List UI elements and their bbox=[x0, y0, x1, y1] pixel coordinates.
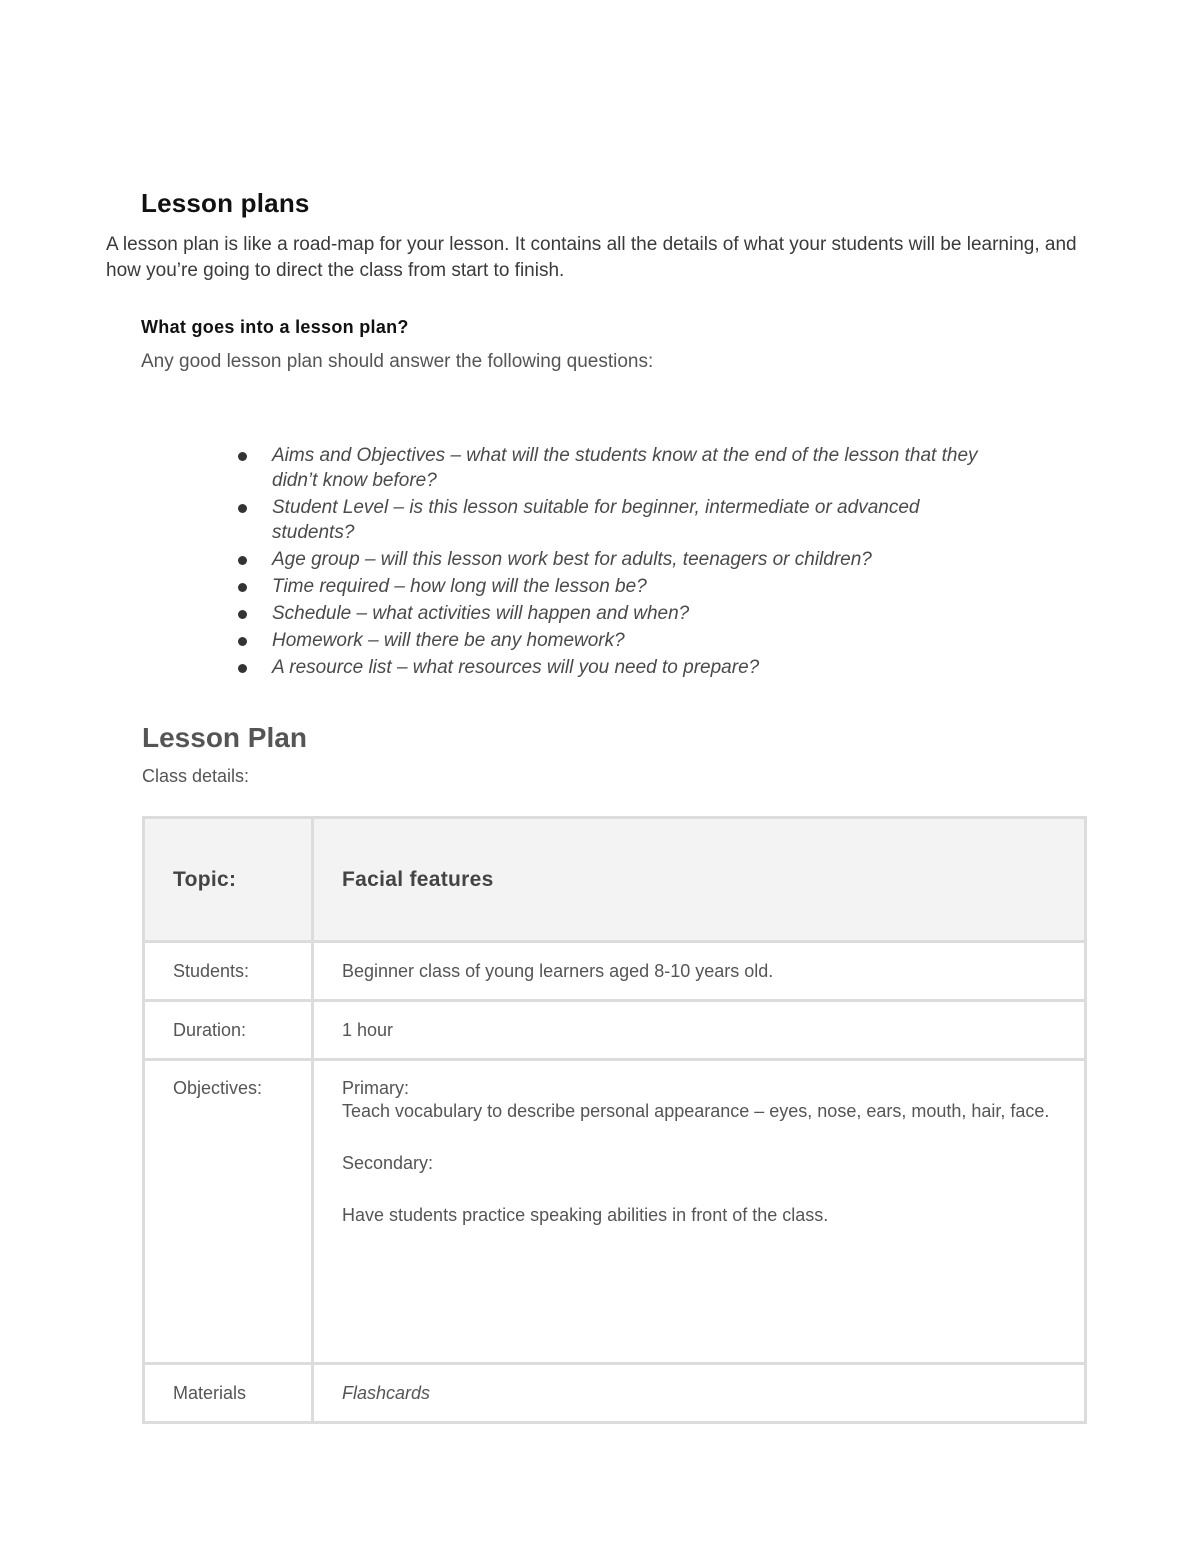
duration-label: Duration: bbox=[144, 1001, 313, 1060]
list-item-text: Age group – will this lesson work best for adults, teenagers or children? bbox=[272, 549, 872, 570]
list-item bbox=[236, 574, 996, 599]
table-row-objectives bbox=[144, 1060, 1086, 1364]
objectives-primary-label: Primary: bbox=[342, 1078, 409, 1098]
objectives-secondary-text: Have students practice speaking abilities in front of the class. bbox=[342, 1205, 829, 1225]
list-item-text: Homework – will there be any homework? bbox=[272, 630, 625, 651]
materials-label: Materials bbox=[144, 1364, 313, 1423]
bullet-icon bbox=[238, 556, 247, 565]
objectives-primary-text: Teach vocabulary to describe personal appearance – eyes, nose, ears, mouth, hair, face. bbox=[342, 1101, 1050, 1121]
list-item bbox=[236, 655, 996, 680]
bullet-icon bbox=[238, 504, 247, 513]
lesson-plan-table bbox=[142, 816, 1087, 1424]
list-item-text: Time required – how long will the lesson be? bbox=[272, 576, 647, 597]
list-item bbox=[236, 547, 996, 572]
bullet-icon bbox=[238, 664, 247, 673]
bullet-icon bbox=[238, 610, 247, 619]
students-value: Beginner class of young learners aged 8-10 years old. bbox=[313, 942, 1086, 1001]
objectives-cell bbox=[313, 1060, 1086, 1364]
table-row-duration bbox=[144, 1001, 1086, 1060]
table-row-students bbox=[144, 942, 1086, 1001]
topic-value: Facial features bbox=[313, 818, 1086, 942]
subintro-paragraph: Any good lesson plan should answer the following questions: bbox=[141, 351, 654, 372]
questions-list bbox=[236, 443, 996, 682]
objectives-label: Objectives: bbox=[144, 1060, 313, 1364]
list-item-text: Aims and Objectives – what will the students know at the end of the lesson that they didn’t know before? bbox=[272, 445, 978, 491]
topic-label: Topic: bbox=[144, 818, 313, 942]
bullet-icon bbox=[238, 452, 247, 461]
table-row-materials bbox=[144, 1364, 1086, 1423]
list-item bbox=[236, 601, 996, 626]
class-details-label: Class details: bbox=[142, 766, 250, 786]
students-label: Students: bbox=[144, 942, 313, 1001]
list-item-text: Schedule – what activities will happen and when? bbox=[272, 603, 690, 624]
bullet-icon bbox=[238, 637, 247, 646]
heading-lesson-plans: Lesson plans bbox=[141, 188, 310, 218]
list-item bbox=[236, 495, 996, 545]
list-item bbox=[236, 628, 996, 653]
materials-value: Flashcards bbox=[313, 1364, 1086, 1423]
heading-lesson-plan: Lesson Plan bbox=[142, 722, 307, 753]
bullet-icon bbox=[238, 583, 247, 592]
objectives-secondary-label: Secondary: bbox=[342, 1153, 434, 1173]
list-item bbox=[236, 443, 996, 493]
duration-value: 1 hour bbox=[313, 1001, 1086, 1060]
heading-what-goes-into: What goes into a lesson plan? bbox=[141, 317, 409, 337]
list-item-text: A resource list – what resources will you need to prepare? bbox=[272, 657, 760, 678]
intro-paragraph: A lesson plan is like a road-map for your lesson. It contains all the details of what your students will be learning, and how you’re going to direct the class from start to finish. bbox=[106, 234, 1077, 281]
list-item-text: Student Level – is this lesson suitable for beginner, intermediate or advanced students? bbox=[272, 497, 920, 543]
table-row-topic bbox=[144, 818, 1086, 942]
